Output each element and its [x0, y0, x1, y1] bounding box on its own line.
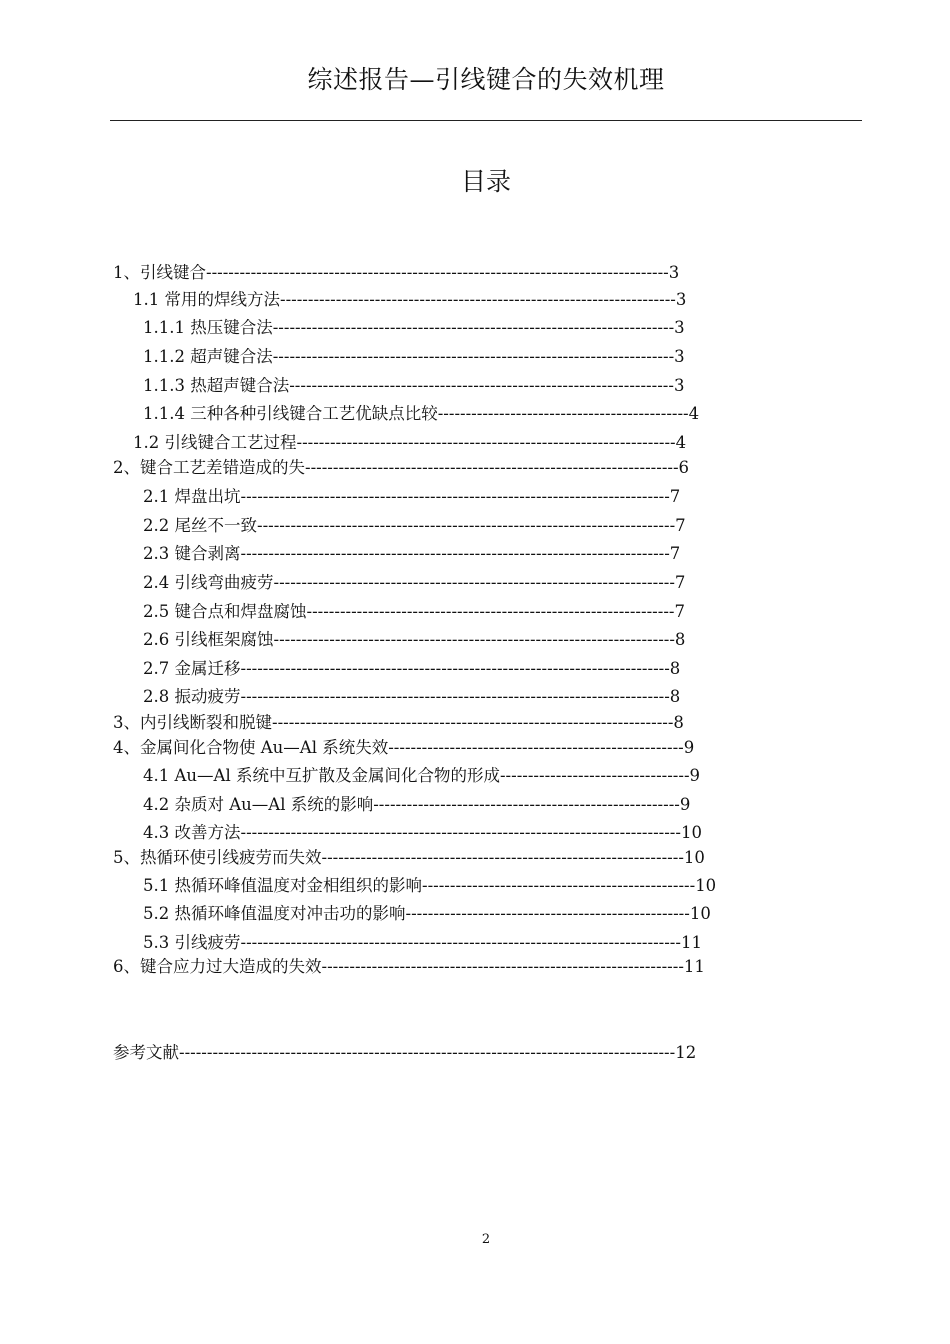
toc-entry-label: 5.3 引线疲劳 — [143, 933, 241, 952]
toc-entry-leader: ----------------------------------------------------------------------------- — [240, 487, 670, 506]
toc-entry-page: 9 — [683, 738, 695, 757]
toc-entry-label: 1.1 常用的焊线方法 — [133, 290, 280, 309]
toc-entry-page: 11 — [680, 933, 702, 952]
toc-entry-label: 5、热循环使引线疲劳而失效 — [113, 848, 322, 867]
toc-entry[interactable] — [143, 822, 702, 844]
toc-entry-leader: ----------------------------------------------------------------- — [321, 957, 684, 976]
toc-entry-page: 3 — [675, 290, 687, 309]
toc-entry[interactable] — [143, 932, 702, 954]
toc-entry[interactable] — [143, 486, 680, 508]
toc-entry-label: 5.1 热循环峰值温度对金相组织的影响 — [143, 876, 422, 895]
toc-entry-page: 6 — [678, 458, 690, 477]
toc-entry-leader: ------------------------------------------------------------------------ — [272, 713, 674, 732]
toc-entry[interactable] — [143, 794, 690, 816]
toc-entry-label: 2.2 尾丝不一致 — [143, 516, 257, 535]
toc-entry-page: 3 — [674, 347, 685, 366]
toc-entry-leader: ----------------------------------------------------------------------------- — [240, 659, 670, 678]
toc-entry-leader: ------------------------------------------------- — [422, 876, 696, 895]
toc-entry-label: 4.3 改善方法 — [143, 823, 241, 842]
toc-entry[interactable] — [143, 317, 685, 339]
toc-entry[interactable] — [113, 956, 705, 978]
toc-entry-page: 10 — [683, 848, 705, 867]
toc-entry-page: 9 — [679, 795, 691, 814]
toc-entry-page: 7 — [675, 516, 686, 535]
toc-entry-label: 1.1.1 热压键合法 — [143, 318, 273, 337]
toc-entry[interactable] — [133, 432, 686, 454]
toc-entry-leader: ------------------------------------------------------------------------ — [273, 630, 675, 649]
toc-entry[interactable] — [143, 346, 685, 368]
toc-entry-page: 7 — [669, 487, 681, 506]
toc-entry-page: 7 — [674, 573, 686, 592]
toc-entry[interactable] — [143, 765, 700, 787]
toc-entry-label: 4.1 Au—Al 系统中互扩散及金属间化合物的形成 — [143, 766, 500, 785]
toc-entry-leader: ------------------------------------------------------------------------------- — [240, 933, 681, 952]
toc-entry-label: 2.3 键合剥离 — [143, 544, 241, 563]
toc-entry-page: 11 — [683, 957, 705, 976]
toc-entry[interactable] — [113, 712, 684, 734]
toc-entry-label: 3、内引线断裂和脱键 — [113, 713, 272, 732]
toc-title: 目录 — [460, 167, 511, 196]
toc-entry-leader: ------------------------------------------------------------------------ — [272, 318, 675, 337]
toc-entry-label: 1.1.3 热超声键合法 — [143, 376, 290, 395]
toc-entry[interactable] — [143, 403, 699, 425]
toc-entry-label: 1.1.4 三种各种引线键合工艺优缺点比较 — [143, 404, 438, 423]
toc-entry[interactable] — [113, 262, 679, 284]
toc-entry-leader: ----------------------------------------------------------------------- — [280, 290, 676, 309]
toc-entry-page: 9 — [689, 766, 701, 785]
toc-entry-leader: ------------------------------------------------------------------- — [305, 458, 679, 477]
toc-entry-label: 1、引线键合 — [113, 263, 206, 282]
toc-entry[interactable] — [113, 847, 705, 869]
toc-entry-page: 7 — [669, 544, 681, 563]
toc-entry-page: 4 — [675, 433, 687, 452]
toc-entry-label: 2.1 焊盘出坑 — [143, 487, 241, 506]
toc-entry[interactable] — [143, 375, 684, 397]
toc-entry-leader: --------------------------------------------------------------------------- — [257, 516, 676, 535]
toc-entry-page: 8 — [674, 630, 686, 649]
toc-entry-leader: ----------------------------------------------------------------- — [321, 848, 684, 867]
toc-entry[interactable] — [113, 1042, 696, 1064]
toc-entry-leader: ----------------------------------------------------------------------------- — [240, 544, 670, 563]
toc-entry-leader: -------------------------------------------------------------------- — [296, 433, 676, 452]
header-divider — [110, 120, 862, 121]
document-header-title: 综述报告—引线键合的失效机理 — [307, 65, 665, 94]
toc-entry[interactable] — [143, 629, 685, 651]
toc-entry-leader: ----------------------------------------------------------------------------------------- — [179, 1043, 676, 1062]
toc-entry[interactable] — [143, 903, 711, 925]
toc-entry-label: 2.5 键合点和焊盘腐蚀 — [143, 602, 307, 621]
toc-entry-label: 2.7 金属迁移 — [143, 659, 241, 678]
toc-entry-label: 2.6 引线框架腐蚀 — [143, 630, 274, 649]
toc-entry-leader: ------------------------------------------------------------------------ — [273, 573, 675, 592]
toc-entry[interactable] — [143, 875, 716, 897]
toc-entry[interactable] — [143, 686, 680, 708]
toc-entry-page: 10 — [695, 876, 717, 895]
toc-entry-leader: ------------------------------------------------------------------------ — [272, 347, 675, 366]
toc-entry-page: 12 — [675, 1043, 697, 1062]
toc-entry-page: 7 — [674, 602, 685, 621]
toc-entry-leader: --------------------------------------------------------------------- — [289, 376, 674, 395]
toc-entry-leader: --------------------------------------------------- — [405, 904, 690, 923]
toc-entry-page: 3 — [668, 263, 680, 282]
toc-entry-leader: ---------------------------------- — [499, 766, 690, 785]
toc-entry-label: 1.2 引线键合工艺过程 — [133, 433, 297, 452]
toc-entry-label: 2.4 引线弯曲疲劳 — [143, 573, 274, 592]
toc-entry-label: 4.2 杂质对 Au—Al 系统的影响 — [143, 795, 374, 814]
toc-entry-leader: ------------------------------------------------------------------------------- — [240, 823, 681, 842]
toc-entry[interactable] — [143, 572, 685, 594]
page-number: 2 — [481, 1232, 491, 1247]
toc-entry-leader: ----------------------------------------------------- — [388, 738, 684, 757]
toc-entry-leader: ------------------------------------------------------- — [373, 795, 680, 814]
toc-entry[interactable] — [113, 457, 689, 479]
toc-entry-label: 6、键合应力过大造成的失效 — [113, 957, 322, 976]
toc-entry-page: 8 — [669, 687, 681, 706]
toc-entry[interactable] — [113, 737, 694, 759]
toc-entry-label: 2.8 振动疲劳 — [143, 687, 241, 706]
toc-entry[interactable] — [143, 601, 685, 623]
toc-entry-page: 8 — [673, 713, 684, 732]
toc-entry-label: 5.2 热循环峰值温度对冲击功的影响 — [143, 904, 406, 923]
toc-entry-page: 10 — [680, 823, 702, 842]
toc-entry-page: 4 — [688, 404, 700, 423]
toc-entry-page: 10 — [689, 904, 711, 923]
toc-entry-label: 2、键合工艺差错造成的失 — [113, 458, 305, 477]
toc-entry-label: 4、金属间化合物使 Au—Al 系统失效 — [113, 738, 389, 757]
toc-entry-page: 8 — [669, 659, 681, 678]
toc-entry[interactable] — [143, 515, 686, 537]
toc-entry[interactable] — [143, 658, 680, 680]
toc-entry-leader: ------------------------------------------------------------------ — [306, 602, 675, 621]
toc-entry-label: 参考文献 — [113, 1043, 179, 1062]
toc-entry[interactable] — [133, 289, 686, 311]
toc-entry-label: 1.1.2 超声键合法 — [143, 347, 273, 366]
toc-entry-leader: --------------------------------------------- — [437, 404, 689, 423]
toc-entry[interactable] — [143, 543, 680, 565]
toc-entry-leader: ----------------------------------------------------------------------------- — [240, 687, 670, 706]
toc-entry-leader: ----------------------------------------------------------------------------------- — [206, 263, 669, 282]
toc-entry-page: 3 — [674, 318, 685, 337]
toc-entry-page: 3 — [673, 376, 685, 395]
